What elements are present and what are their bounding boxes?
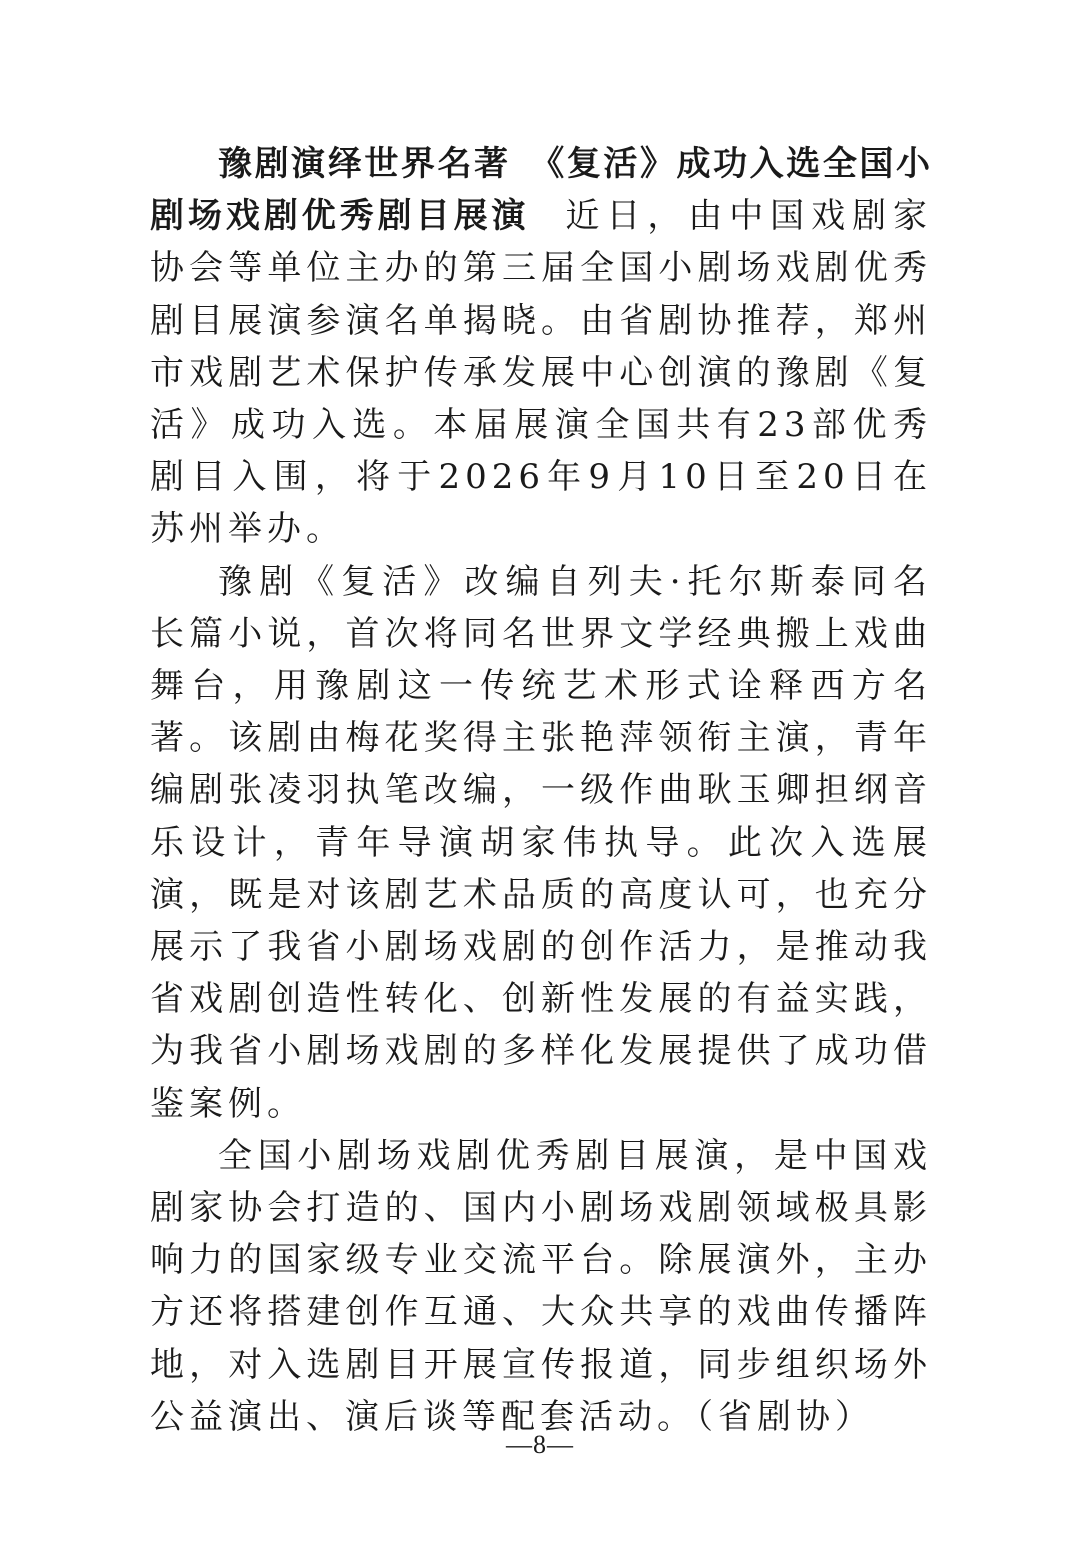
- paragraph-2: 豫剧《复活》改编自列夫·托尔斯泰同名长篇小说，首次将同名世界文学经典搬上戏曲舞台，用豫剧这一传统艺术形式诠释西方名著。该剧由梅花奖得主张艳萍领衔主演，青年编剧张凌羽执笔改编，一级作曲耿玉卿担纲音乐设计，青年导演胡家伟执导。此次入选展演，既是对该剧艺术品质的高度认可，也充分展示了我省小剧场戏剧的创作活力，是推动我省戏剧创造性转化、创新性发展的有益实践，为我省小剧场戏剧的多样化发展提供了成功借鉴案例。: [150, 561, 932, 1124]
- paragraph-1-text: 近日，由中国戏剧家协会等单位主办的第三届全国小剧场戏剧优秀剧目展演参演名单揭晓。由省剧协推荐，郑州市戏剧艺术保护传承发展中心创演的豫剧《复活》成功入选。本届展演全国共有23部优秀剧目入围，将于2026年9月10日至20日在苏州举办。: [150, 196, 933, 550]
- lead-paragraph: [150, 138, 932, 556]
- article-body: [150, 138, 932, 1443]
- page-number: —8—: [506, 1430, 574, 1459]
- paragraph-3: 全国小剧场戏剧优秀剧目展演，是中国戏剧家协会打造的、国内小剧场戏剧领域极具影响力的国家级专业交流平台。除展演外，主办方还将搭建创作互通、大众共享的戏曲传播阵地，对入选剧目开展宣传报道，同步组织场外公益演出、演后谈等配套活动。（省剧协）: [150, 1135, 932, 1437]
- headline-line-2: 小剧场戏剧优秀剧目展演: [150, 144, 932, 237]
- headline-line-1: 豫剧演绎世界名著 《复活》成功入选全国: [218, 144, 896, 184]
